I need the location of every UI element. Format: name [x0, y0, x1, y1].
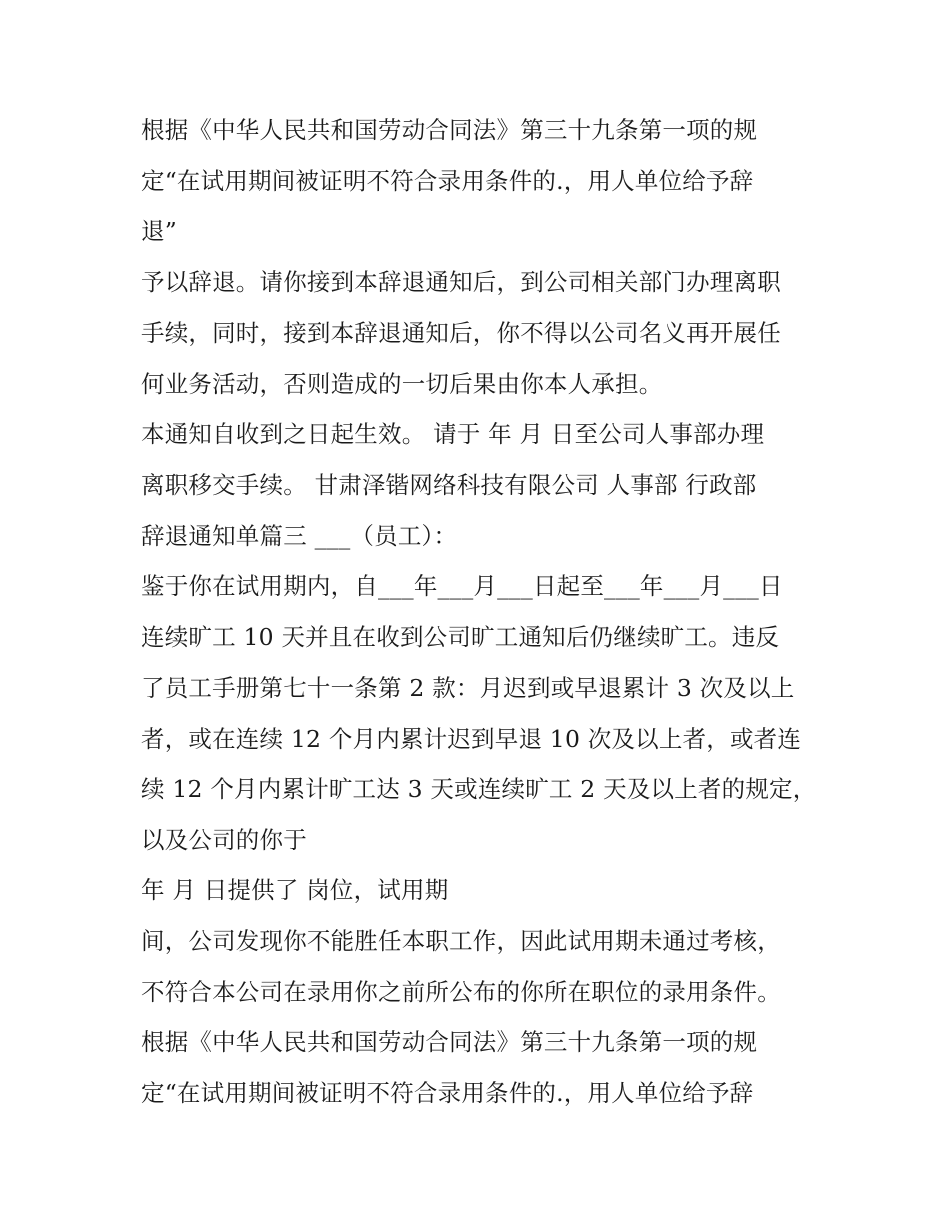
text-line: 退” — [141, 217, 177, 245]
text-line: 手续，同时，接到本辞退通知后，你不得以公司名义再开展任 — [141, 319, 781, 347]
text-line: 了员工手册第七十一条第 2 款：月迟到或早退累计 3 次及以上 — [141, 674, 795, 702]
text-line: 鉴于你在试用期内，自___年___月___日起至___年___月___日 — [141, 572, 783, 600]
text-line: 者，或在连续 12 个月内累计迟到早退 10 次及以上者，或者连 — [141, 725, 802, 753]
text-line: 离职移交手续。 甘肃泽锴网络科技有限公司 人事部 行政部 — [141, 471, 757, 499]
text-line: 予以辞退。请你接到本辞退通知后，到公司相关部门办理离职 — [141, 268, 781, 296]
text-line: 根据《中华人民共和国劳动合同法》第三十九条第一项的规 — [141, 1028, 758, 1056]
text-line: 定“在试用期间被证明不符合录用条件的.，用人单位给予辞 — [141, 1079, 754, 1107]
text-line: 间，公司发现你不能胜任本职工作，因此试用期未通过考核， — [141, 927, 781, 955]
text-line: 连续旷工 10 天并且在收到公司旷工通知后仍继续旷工。违反 — [141, 623, 780, 651]
text-line: 根据《中华人民共和国劳动合同法》第三十九条第一项的规 — [141, 116, 758, 144]
text-line: 定“在试用期间被证明不符合录用条件的.，用人单位给予辞 — [141, 167, 754, 195]
text-line: 何业务活动，否则造成的一切后果由你本人承担。 — [141, 370, 663, 398]
text-line: 续 12 个月内累计旷工达 3 天或连续旷工 2 天及以上者的规定， — [141, 775, 817, 803]
text-line: 不符合本公司在录用你之前所公布的你所在职位的录用条件。 — [141, 978, 781, 1006]
text-line: 本通知自收到之日起生效。 请于 年 月 日至公司人事部办理 — [141, 420, 765, 448]
text-line: 年 月 日提供了 岗位，试用期 — [141, 876, 449, 904]
section-heading: 辞退通知单篇三 ___（员工）： — [141, 522, 458, 550]
text-line: 以及公司的你于 — [141, 826, 307, 854]
